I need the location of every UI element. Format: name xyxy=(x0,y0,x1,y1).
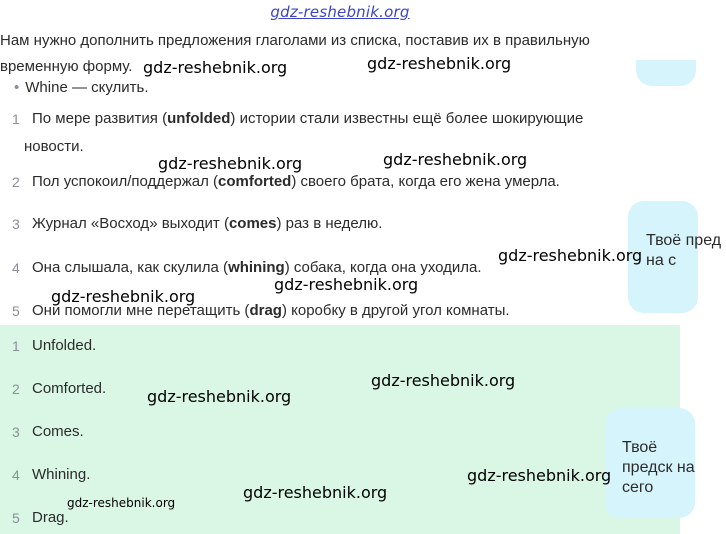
task-text-before: Она слышала, как скулила ( xyxy=(32,259,229,276)
task-text-before: По мере развития ( xyxy=(32,110,168,127)
task-text xyxy=(32,210,638,238)
watermark-text: gdz-reshebnik.org xyxy=(383,150,528,169)
task-text xyxy=(32,105,638,133)
answer-number: 5 xyxy=(12,510,20,526)
task-number: 4 xyxy=(12,260,20,276)
watermark-text: gdz-reshebnik.org xyxy=(498,246,643,265)
task-text-continuation: новости. xyxy=(24,138,84,155)
intro-line-1: Нам нужно дополнить предложения глаголами из списка, поставив их в правильную xyxy=(0,32,590,49)
vocab-bullet xyxy=(14,76,149,100)
answer-number: 2 xyxy=(12,381,20,397)
answer-text: Unfolded. xyxy=(32,337,97,354)
watermark-text: gdz-reshebnik.org xyxy=(274,275,419,294)
task-text-before: Журнал «Восход» выходит ( xyxy=(32,215,229,232)
vocab-text: Whine — скулить. xyxy=(25,79,149,96)
watermark-text: gdz-reshebnik.org xyxy=(467,466,612,485)
task-text-before: Пол успокоил/поддержал ( xyxy=(32,173,218,190)
watermark-text: gdz-reshebnik.org xyxy=(51,287,196,306)
answer-text: Drag. xyxy=(32,509,69,526)
task-number: 2 xyxy=(12,174,20,190)
promo-bubble-text: Твоё пред на с xyxy=(646,232,722,269)
task-text-before: Они помогли мне перетащить ( xyxy=(32,302,250,319)
answer-text: Comforted. xyxy=(32,380,107,397)
task-text xyxy=(32,168,638,196)
promo-bubble-text: Твоё предск на сего xyxy=(622,439,695,496)
watermark-text: gdz-reshebnik.org xyxy=(367,54,512,73)
task-answer-word: comforted xyxy=(218,173,292,190)
watermark-text: gdz-reshebnik.org xyxy=(147,387,292,406)
watermark-text: gdz-reshebnik.org xyxy=(371,371,516,390)
watermark-text: gdz-reshebnik.org xyxy=(243,483,388,502)
task-answer-word: comes xyxy=(228,215,277,232)
task-intro xyxy=(0,28,660,80)
answer-text: Whining. xyxy=(32,466,91,483)
watermark-text: gdz-reshebnik.org xyxy=(143,58,288,77)
task-text-after: ) собака, когда она уходила. xyxy=(284,259,482,276)
bullet-dot-icon: • xyxy=(14,79,20,96)
answer-text: Comes. xyxy=(32,423,84,440)
site-header xyxy=(0,0,680,26)
task-answer-word: unfolded xyxy=(167,110,231,127)
answer-number: 1 xyxy=(12,338,20,354)
answer-number: 4 xyxy=(12,467,20,483)
task-text-after: ) своего брата, когда его жена умерла. xyxy=(291,173,560,190)
task-text-after: ) раз в неделю. xyxy=(276,215,383,232)
answer-number: 3 xyxy=(12,424,20,440)
task-text-after: ) истории стали известны ещё более шокирующие xyxy=(230,110,584,127)
task-number: 3 xyxy=(12,216,20,232)
task-text-after: ) коробку в другой угол комнаты. xyxy=(281,302,510,319)
task-number: 5 xyxy=(12,303,20,319)
task-answer-word: whining xyxy=(228,259,285,276)
task-answer-word: drag xyxy=(249,302,282,319)
intro-line-2: временную форму. xyxy=(0,58,133,75)
promo-bubble-bottom[interactable] xyxy=(605,408,695,518)
watermark-text: gdz-reshebnik.org xyxy=(158,154,303,173)
site-title-link[interactable]: gdz-reshebnik.org xyxy=(270,3,410,21)
watermark-text: gdz-reshebnik.org xyxy=(67,496,176,510)
promo-bubble-top[interactable] xyxy=(636,60,696,86)
task-number: 1 xyxy=(12,111,20,127)
